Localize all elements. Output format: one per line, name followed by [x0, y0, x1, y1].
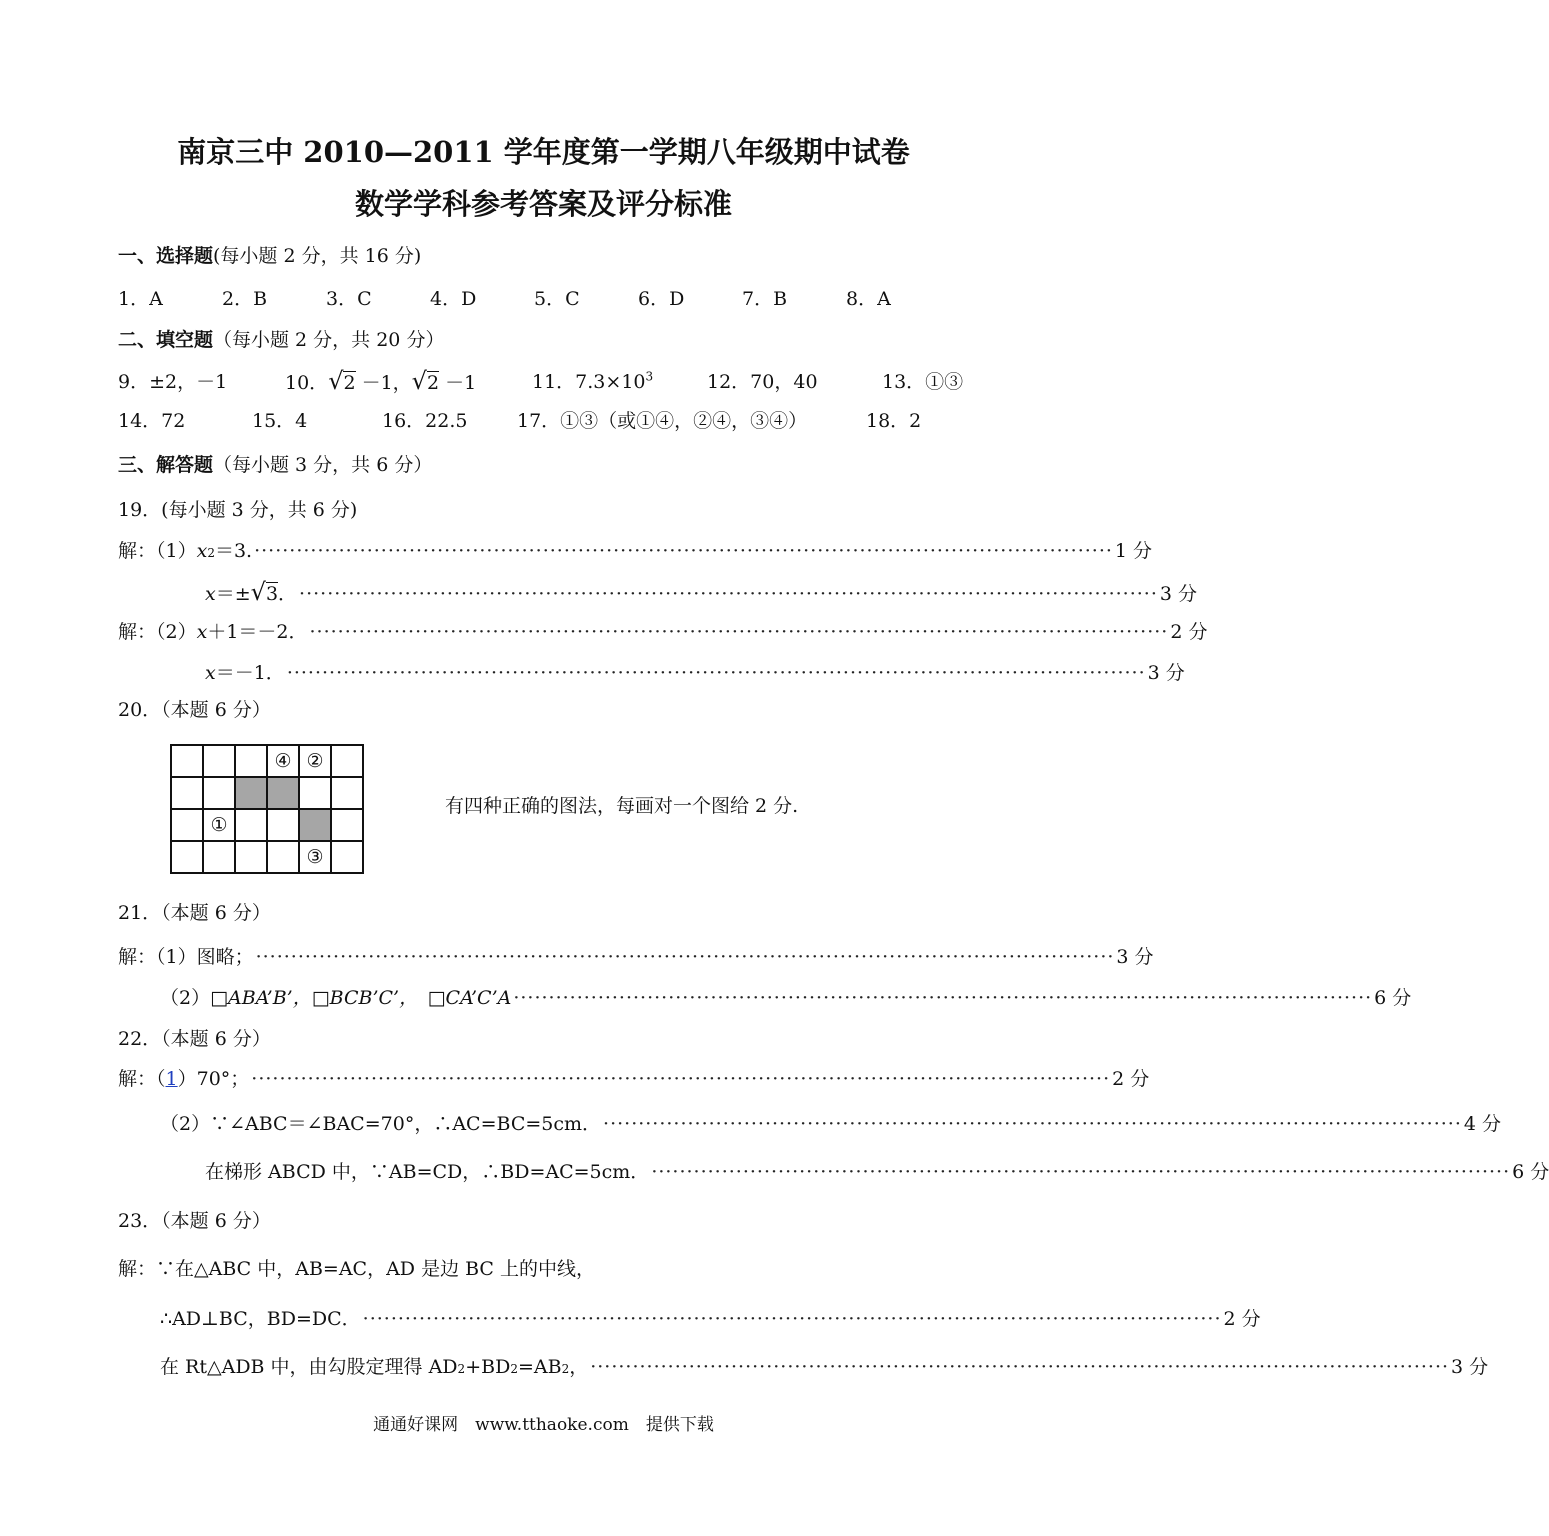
- q19-label: 19．(每小题 3 分，共 6 分): [118, 499, 358, 521]
- q22-line2-text: （2）∵∠ABC＝∠BAC=70°，∴AC=BC=5cm．: [160, 1113, 602, 1135]
- dot-leader: ··························································································································: [590, 1356, 1450, 1378]
- fill-q11: [532, 367, 653, 394]
- score-label: 6 分: [1374, 987, 1412, 1009]
- q19-line1-prefix: 解：（1）: [118, 540, 197, 562]
- fill-q17: 17．①③（或①④，②④，③④）: [517, 410, 808, 432]
- q22-line2: [160, 1109, 1501, 1136]
- mc-answer: 2．B: [222, 288, 268, 310]
- q19-line3-prefix: 解：（2）: [118, 621, 197, 643]
- section1-heading-line: [118, 241, 421, 268]
- grid-cell: [171, 777, 203, 809]
- dot-leader: ··························································································································: [254, 540, 1113, 562]
- page-subtitle: 数学学科参考答案及评分标准: [354, 187, 732, 221]
- score-label: 2 分: [1112, 1068, 1150, 1090]
- fill-q14: 14．72: [118, 410, 186, 432]
- fill-q13: 13．①③: [882, 371, 964, 393]
- q19-line1: [118, 536, 1153, 563]
- dot-leader: ··························································································································: [513, 987, 1373, 1009]
- grid-cell: [331, 841, 363, 873]
- q19-line1-exp: 2: [207, 546, 215, 560]
- score-label: 3 分: [1147, 662, 1185, 684]
- footer: 通通好课网 www.tthaoke.com 提供下载: [373, 1415, 714, 1435]
- q23-line3-exp: 2: [561, 1362, 570, 1376]
- mc-answer: 5．C: [534, 288, 580, 310]
- grid-cell: [331, 809, 363, 841]
- dot-leader: ··························································································································: [309, 621, 1169, 643]
- q22-line3-text: 在梯形 ABCD 中，∵AB=CD，∴BD=AC=5cm．: [205, 1161, 650, 1183]
- mc-answer: 4．D: [430, 288, 477, 310]
- score-label: 2 分: [1223, 1308, 1261, 1330]
- section3-heading: 三、解答题: [118, 454, 214, 476]
- q23-line3-part: +BD: [465, 1356, 511, 1378]
- grid-cell: [171, 809, 203, 841]
- fill-q10-mid: －1，: [361, 372, 412, 394]
- section2-heading: 二、填空题: [118, 329, 214, 351]
- score-label: 3 分: [1159, 583, 1198, 605]
- grid-cell: [203, 777, 235, 809]
- grid-cell: [331, 777, 363, 809]
- mc-answers-row: [118, 284, 950, 311]
- grid-cell: [203, 841, 235, 873]
- grid-cell: ②: [299, 745, 331, 777]
- mc-answer: 8．A: [846, 288, 891, 310]
- q21-line1-text: 解：（1）图略；: [118, 946, 254, 968]
- q22-line1: [118, 1064, 1150, 1091]
- q19-line1-rest: ＝3.: [214, 540, 253, 562]
- section3-heading-line: [118, 450, 432, 477]
- dot-leader: ··························································································································: [362, 1308, 1222, 1330]
- sqrt-icon: √: [250, 578, 266, 606]
- score-label: 4 分: [1463, 1113, 1501, 1135]
- q19-line2-mid: ＝±: [215, 583, 251, 605]
- q23-line3-part: 在 Rt△ADB 中，由勾股定理得 AD: [160, 1356, 458, 1378]
- grid-row: [171, 841, 363, 873]
- fill-q10-number: 10．: [285, 372, 329, 394]
- q20-label: 20．（本题 6 分）: [118, 699, 271, 721]
- grid-cell: ①: [203, 809, 235, 841]
- q21-label: 21．（本题 6 分）: [118, 902, 271, 924]
- dot-leader: ··························································································································: [251, 1068, 1111, 1090]
- q23-line3-exp: 2: [510, 1362, 518, 1376]
- q23-line3: [160, 1352, 1489, 1379]
- grid-row: [171, 777, 363, 809]
- dot-leader: ··························································································································: [603, 1113, 1462, 1135]
- q19-line3-var: x: [196, 621, 208, 643]
- section2-heading-line: [118, 325, 444, 352]
- grid-cell: ③: [299, 841, 331, 873]
- score-label: 2 分: [1170, 621, 1208, 643]
- score-label: 3 分: [1116, 946, 1154, 968]
- q19-line2-var: x: [205, 583, 216, 605]
- q22-line1-rest: ）70°；: [177, 1068, 250, 1090]
- q19-line4-rest: ＝－1．: [215, 662, 285, 684]
- fill-q15: 15．4: [252, 410, 308, 432]
- grid-cell-shaded: [299, 809, 331, 841]
- score-label: 6 分: [1512, 1161, 1549, 1183]
- grid-cell: ④: [267, 745, 299, 777]
- sqrt-icon: √: [328, 367, 344, 395]
- q19-line2-end: ．: [278, 583, 298, 605]
- grid-cell-shaded: [235, 777, 267, 809]
- grid-cell: [235, 809, 267, 841]
- q19-line2: [205, 578, 1198, 606]
- grid-cell: [171, 841, 203, 873]
- score-label: 3 分: [1451, 1356, 1489, 1378]
- q19-line1-var: x: [196, 540, 208, 562]
- dot-leader: ··························································································································: [299, 583, 1158, 605]
- q23-label: 23．（本题 6 分）: [118, 1210, 271, 1232]
- q22-line3: [205, 1157, 1549, 1184]
- score-label: 1 分: [1114, 540, 1153, 562]
- section1-note: (每小题 2 分，共 16 分): [213, 245, 422, 267]
- sqrt-radicand: 3: [265, 583, 279, 605]
- fill-q18: 18．2: [866, 410, 922, 432]
- q21-line2-text: □ABA’B’，□BCB’C’， □CA’C’A: [210, 987, 512, 1009]
- fill-q16: 16．22.5: [382, 410, 468, 432]
- grid-cell: [235, 745, 267, 777]
- q22-line1-prefix: 解：（: [118, 1068, 166, 1090]
- q23-line1: 解：∵在△ABC 中，AB=AC，AD 是边 BC 上的中线，: [118, 1258, 596, 1280]
- fill-q10-end: －1: [445, 372, 477, 394]
- q23-line3-part: =AB: [517, 1356, 562, 1378]
- question-link[interactable]: 1: [165, 1068, 178, 1090]
- section2-note: （每小题 2 分，共 20 分）: [213, 329, 445, 351]
- fill-q10: [285, 367, 476, 395]
- grid-cell-shaded: [267, 777, 299, 809]
- fill-q9: 9．±2，－1: [118, 371, 228, 393]
- q22-label: 22．（本题 6 分）: [118, 1028, 271, 1050]
- dot-leader: ··························································································································: [651, 1161, 1511, 1183]
- grid-cell: [267, 809, 299, 841]
- grid-row: [171, 809, 363, 841]
- fill-q11-exponent: 3: [645, 369, 654, 384]
- sqrt-radicand: 2: [343, 372, 356, 394]
- grid-row: [171, 745, 363, 777]
- dot-leader: ··························································································································: [255, 946, 1115, 968]
- section1-heading: 一、选择题: [118, 245, 214, 267]
- q19-line3: [118, 617, 1208, 644]
- fill-q12: 12．70，40: [707, 371, 818, 393]
- q21-line2: [160, 983, 1412, 1010]
- sqrt-radicand: 2: [426, 372, 440, 394]
- grid-cell: [331, 745, 363, 777]
- q19-line4-var: x: [205, 662, 216, 684]
- mc-answer: 1．A: [118, 288, 163, 310]
- q21-line1: [118, 942, 1154, 969]
- q20-note: 有四种正确的图法，每画对一个图给 2 分.: [445, 795, 799, 817]
- grid-cell: [267, 841, 299, 873]
- page-title: 南京三中 2010—2011 学年度第一学期八年级期中试卷: [177, 135, 910, 169]
- q23-line2-text: ∴AD⊥BC，BD=DC．: [160, 1308, 361, 1330]
- grid-cell: [203, 745, 235, 777]
- sqrt-icon: √: [411, 367, 427, 395]
- mc-answer: 6．D: [638, 288, 685, 310]
- dot-leader: ··························································································································: [286, 662, 1146, 684]
- q21-line2-prefix: （2）: [160, 987, 211, 1009]
- q23-line3-part: ，: [569, 1356, 589, 1378]
- q23-line3-exp: 2: [457, 1362, 466, 1376]
- mc-answer: 7．B: [742, 288, 788, 310]
- q19-line3-rest: ＋1＝－2．: [207, 621, 308, 643]
- section3-note: （每小题 3 分，共 6 分）: [213, 454, 433, 476]
- grid-cell: [235, 841, 267, 873]
- q23-line2: [160, 1304, 1261, 1331]
- grid-cell: [171, 745, 203, 777]
- grid-cell: [299, 777, 331, 809]
- mc-answer: 3．C: [326, 288, 372, 310]
- q19-line4: [205, 658, 1185, 685]
- fill-q11-text: 11．7.3×10: [532, 371, 646, 393]
- q20-grid: [170, 744, 364, 874]
